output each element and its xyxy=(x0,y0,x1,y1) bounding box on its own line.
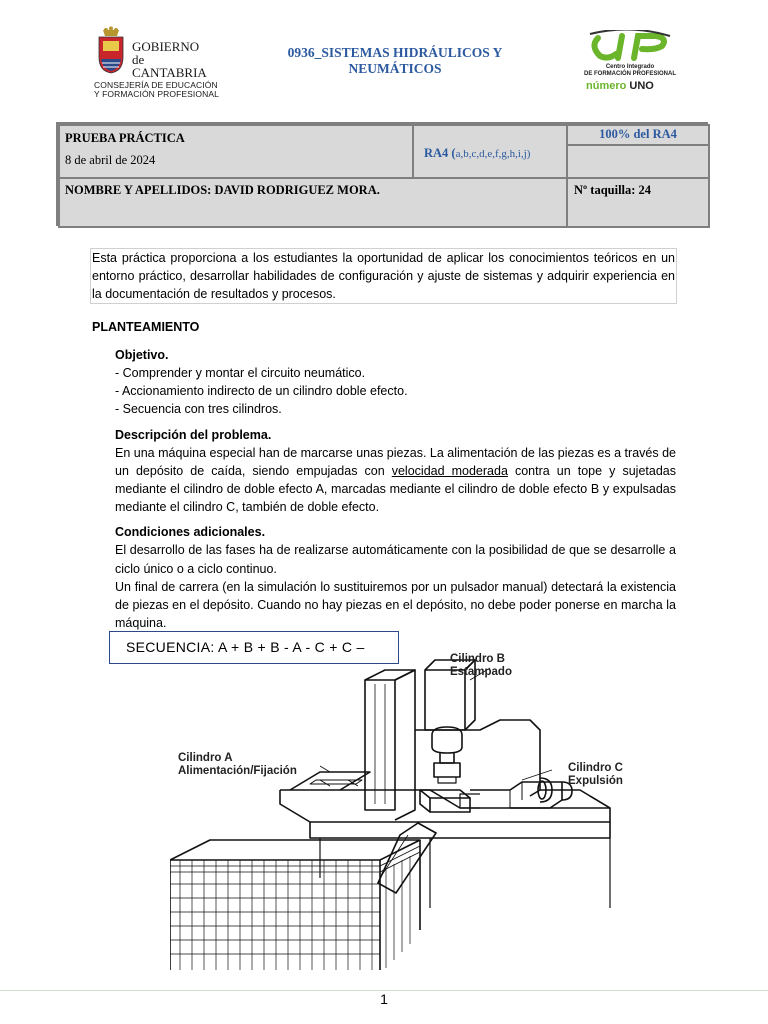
machine-drawing xyxy=(170,640,650,970)
consejeria-line-1: CONSEJERÍA DE EDUCACIÓN xyxy=(94,80,218,90)
ra-label xyxy=(424,146,530,161)
descripcion-text-a: En una máquina especial han de marcarse unas piezas. La alimentación de las piezas es a través de un depósito de caída, siendo empujadas con xyxy=(115,445,676,478)
consejeria-line-2: Y FORMACIÓN PROFESIONAL xyxy=(94,89,219,99)
nombre-text: NOMBRE Y APELLIDOS: DAVID RODRIGUEZ MORA. xyxy=(65,183,380,197)
intro-paragraph: Esta práctica proporciona a los estudiantes la oportunidad de aplicar los conocimientos teóricos en un entorno práctico, desarrollar habilidades de configuración y ajuste de sistemas y adquirir experiencia en la documentación de resultados y procesos. xyxy=(90,248,677,304)
cilindro-a-name: Cilindro A xyxy=(178,752,233,764)
document-title xyxy=(270,45,520,77)
uno-text: UNO xyxy=(629,80,654,92)
ra-prefix: RA4 ( xyxy=(424,146,456,160)
cilindro-c-label xyxy=(568,762,623,788)
nombre-cell xyxy=(58,177,568,228)
numero-uno-brand xyxy=(586,80,654,92)
taquilla-cell xyxy=(566,177,710,228)
ra-cell xyxy=(412,124,568,179)
prueba-label: PRUEBA PRÁCTICA xyxy=(65,131,185,145)
cifp-line-2: DE FORMACIÓN PROFESIONAL xyxy=(583,71,676,77)
title-line-2: NEUMÁTICOS xyxy=(348,61,442,76)
objetivo-item-2: - Accionamiento indirecto de un cilindro doble efecto. xyxy=(115,384,408,399)
objetivo-item-3: - Secuencia con tres cilindros. xyxy=(115,402,282,417)
gobierno-text: GOBIERNO xyxy=(132,39,200,54)
exam-info-table xyxy=(56,122,708,226)
cilindro-a-function: Alimentación/Fijación xyxy=(178,765,297,777)
coat-of-arms-icon xyxy=(96,26,126,74)
machine-diagram xyxy=(170,640,650,970)
descripcion-paragraph xyxy=(115,444,676,517)
cilindro-b-name: Cilindro B xyxy=(450,653,505,665)
planteamiento-body xyxy=(115,346,676,632)
percent-cell xyxy=(566,124,710,146)
cantabria-text: CANTABRIA xyxy=(132,65,207,80)
ra-items: a,b,c,d,e,f,g,h,i,j) xyxy=(455,148,531,160)
condiciones-heading: Condiciones adicionales. xyxy=(115,525,266,540)
descripcion-heading: Descripción del problema. xyxy=(115,427,272,442)
cifp-numero-uno-logo xyxy=(580,30,680,92)
cifp-emblem-icon xyxy=(588,30,674,64)
percent-text: 100% del RA4 xyxy=(599,127,677,141)
gobierno-de-text: de xyxy=(132,52,145,67)
numero-text: número xyxy=(586,80,627,92)
descripcion-text-b: contra un tope y sujetadas mediante el cilindro de doble efecto A, marcadas mediante el cilindro de doble efecto B y expulsadas mediante el cilindro C, también de doble efecto. xyxy=(115,463,676,515)
cilindro-c-name: Cilindro C xyxy=(568,762,623,774)
objetivo-heading: Objetivo. xyxy=(115,348,169,362)
cilindro-a-label xyxy=(178,752,297,778)
fecha-text: 8 de abril de 2024 xyxy=(65,153,156,167)
cilindro-c-function: Expulsión xyxy=(568,775,623,787)
planteamiento-heading: PLANTEAMIENTO xyxy=(92,320,200,334)
empty-grade-cell xyxy=(566,144,710,179)
secuencia-box: SECUENCIA: A + B + B - A - C + C – xyxy=(109,631,399,664)
title-line-1: 0936_SISTEMAS HIDRÁULICOS Y xyxy=(287,45,503,60)
condiciones-paragraph-1: El desarrollo de las fases ha de realizarse automáticamente con la posibilidad de que se desarrolle a ciclo único o a ciclo continuo. xyxy=(115,543,676,576)
condiciones-paragraph-2: Un final de carrera (en la simulación lo sustituiremos por un pulsador manual) detectará la existencia de piezas en el depósito. Cuando no hay piezas en el depósito, no debe poder ponerse en marcha la máquina. xyxy=(115,579,676,631)
cilindro-b-label xyxy=(450,653,512,679)
prueba-cell xyxy=(58,124,414,179)
velocidad-moderada-text: velocidad moderada xyxy=(391,463,508,478)
taquilla-text: Nº taquilla: 24 xyxy=(574,183,652,197)
cilindro-b-function: Estampado xyxy=(450,666,512,678)
gobierno-cantabria-logo xyxy=(96,26,226,102)
objetivo-item-1: - Comprender y montar el circuito neumático. xyxy=(115,366,366,380)
page-number: 1 xyxy=(380,991,388,1007)
cifp-line-1: Centro Integrado xyxy=(605,64,655,70)
